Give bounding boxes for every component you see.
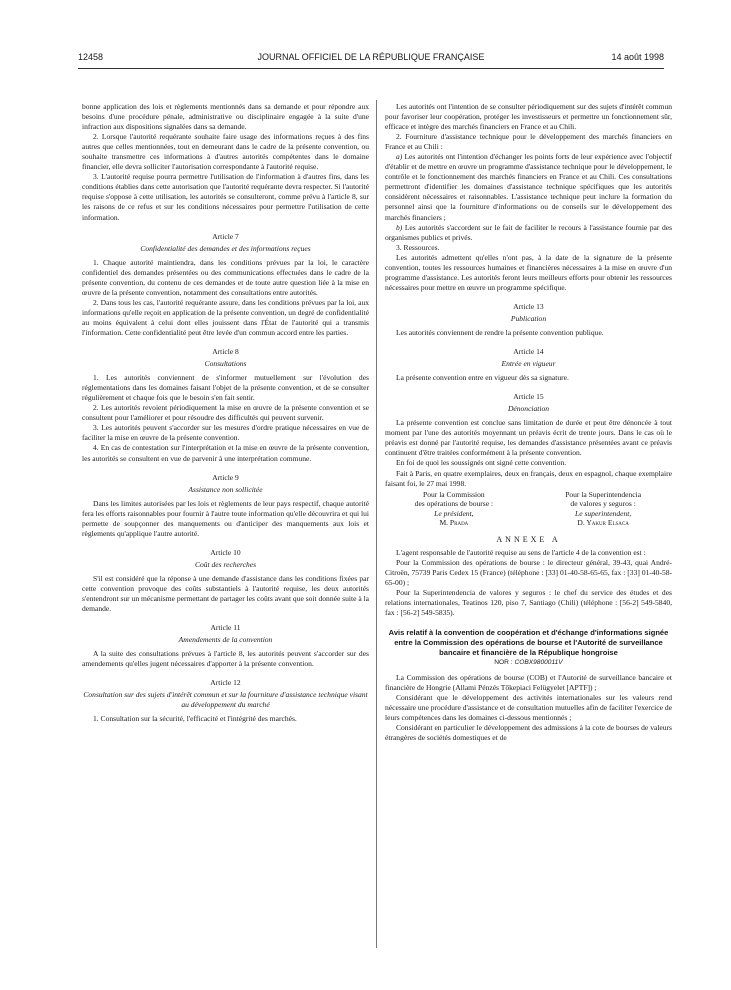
article-15-title: Article 15	[513, 392, 544, 402]
article-9-subtitle: Assistance non sollicitée	[188, 484, 263, 494]
paragraph: Dans les limites autorisées par les lois et règlements de leur pays respectif, chaque autorité fera les efforts raisonnables pour fournir à l'autre toute information qu'elle découvrira et qui lui permette de soupçonner des manquements ou d'anticiper des manquements aux lois et règlements qu'applique l'autre autorité.	[82, 498, 369, 538]
signatory-name: M. Prada	[439, 518, 469, 528]
paragraph-text: Les autorités ont l'intention d'échanger les points forts de leur expérience avec l'objectif d'établir et de mettre en œuvre un programme d'assistance technique pour le développement, le contrôle et le fonctionnement des marchés financiers en France et au Chili. Ces consultations permettront d'identifier les domaines d'assistance technique spécifiques que les autorités considèrent nécessaires et raisonnables. L'assistance technique peut inclure la formation du personnel ainsi que la fourniture d'informations ou de conseils sur le développement des marchés financiers ;	[385, 152, 672, 222]
article-12-subtitle: Consultation sur des sujets d'intérêt commun et sur la fourniture d'assistance technique visant au développement du marché	[83, 690, 368, 710]
paragraph: Considérant que le développement des activités internationales sur les valeurs rend nécessaire une procédure d'assistance et de consultation mutuelles afin de faciliter l'exercice de leurs compétences dans les domaines ci-dessous mentionnés ;	[385, 693, 672, 723]
article-14-title: Article 14	[513, 347, 544, 357]
article-13-title: Article 13	[513, 301, 544, 311]
paragraph: 2. Fourniture d'assistance technique pour le développement des marchés financiers en France et au Chili :	[385, 132, 672, 152]
article-9-title: Article 9	[212, 472, 239, 482]
paragraph: L'agent responsable de l'autorité requise au sens de l'article 4 de la convention est :	[396, 548, 646, 558]
article-8-title: Article 8	[212, 347, 239, 357]
paragraph: S'il est considéré que la réponse à une demande d'assistance dans les conditions fixées par cette convention provoque des coûts substantiels à l'autorité requise, les deux autorités s'entendront sur un mécanisme permettant de partager les coûts avant que soit donnée suite à la demande.	[82, 573, 369, 614]
paragraph: Considérant en particulier le développement des admissions à la cote de bourses de valeurs étrangères de sociétés domestiques et de	[385, 723, 672, 743]
article-10-subtitle: Coût des recherches	[194, 559, 257, 569]
article-11-subtitle: Amendements de la convention	[178, 635, 273, 645]
left-column	[82, 102, 369, 724]
paragraph: Les autorités admettent qu'elles n'ont pas, à la date de la signature de la présente convention, toutes les ressources humaines et financières nécessaires à la mise en œuvre d'un programme d'assistance. Les autorités feront leurs meilleurs efforts pour obtenir les ressources nécessaires pour mettre en œuvre un programme spécifique.	[385, 252, 672, 292]
paragraph: 2. Lorsque l'autorité requérante souhaite faire usage des informations reçues à des fins autres que celles mentionnées, tout en demeurant dans le cadre de la présente convention, ou souhaite transmettre ces informations à d'autres autorités compétentes dans le domaine financier, elle devra solliciter l'autorisation correspondante à l'autorité requise.	[82, 132, 369, 172]
signature-right	[534, 490, 672, 528]
right-column	[385, 102, 672, 744]
paragraph: Pour la Superintendencia de valores y seguros : le chef du service des études et des relations internationales, Teatinos 120, piso 7, Santiago (Chili) (téléphone : [56-2] 549-5840, fax : [56-2] 549-5835).	[385, 588, 672, 618]
signatory-role: Le président,	[434, 508, 474, 518]
paragraph: Les autorités ont l'intention de se consulter périodiquement sur des sujets d'intérêt commun pour favoriser leur coopération, protéger les investisseurs et permettre un fonctionnement sûr, efficace et intègre des marchés financiers en France et au Chili.	[385, 102, 672, 132]
nor-code: COBX9800011V	[514, 659, 563, 667]
paragraph: Pour la Commission des opérations de bourse : le directeur général, 39-43, quai André-Citroën, 75739 Paris Cedex 15 (France) (téléphone : [33] 01-40-58-65-65, fax : [33] 01-40-58-65-00) ;	[385, 558, 672, 588]
paragraph: 1. Chaque autorité maintiendra, dans les conditions prévues par la loi, le caractère confidentiel des demandes présentées ou des communications effectuées dans le cadre de la présente convention, du contenu de ces demandes et de toute autre question liée à la mise en œuvre de la présente convention, notamment des consultations entre autorités.	[82, 257, 369, 297]
paragraph: La présente convention entre en vigueur dès sa signature.	[396, 373, 569, 383]
signatory-role: Le superintendent,	[575, 508, 632, 518]
paragraph: En foi de quoi les soussignés ont signé cette convention.	[396, 458, 567, 468]
paragraph: 1. Les autorités conviennent de s'informer mutuellement sur l'évolution des réglementations dans les domaines faisant l'objet de la présente convention, et de se consulter régulièrement et chaque fois que le besoin s'en fait sentir.	[82, 373, 369, 403]
article-13-subtitle: Publication	[510, 313, 547, 323]
article-12-title: Article 12	[210, 678, 241, 688]
paragraph: 3. L'autorité requise pourra permettre l'utilisation de l'information à d'autres fins, dans les conditions établies dans cette autorisation que l'autorité requérante devra respecter. Si l'autorité requise s'oppose à cette utilisation, les autorités se consulteront, comme prévu à l'article 8, sur les raisons de ce refus et sur les conditions nécessaires pour permettre l'utilisation de cette information.	[82, 172, 369, 222]
article-15-subtitle: Dénonciation	[507, 404, 550, 414]
paragraph	[385, 223, 672, 243]
paragraph	[385, 152, 672, 222]
paragraph: bonne application des lois et règlements mentionnés dans sa demande et pour répondre aux besoins d'une procédure pénale, administrative ou disciplinaire engagée à la suite d'une infraction aux dispositions signalées dans sa demande.	[82, 102, 369, 132]
paragraph: A la suite des consultations prévues à l'article 8, les autorités peuvent s'accorder sur des amendements qu'elles jugent nécessaires d'apporter à la présente convention.	[82, 649, 369, 669]
column-divider	[376, 100, 377, 948]
paragraph: 3. Les autorités peuvent s'accorder sur les mesures d'ordre pratique nécessaires en vue de faciliter la mise en œuvre de la présente convention.	[82, 423, 369, 443]
page-number: 12458	[78, 52, 104, 62]
article-14-subtitle: Entrée en vigueur	[501, 359, 556, 369]
article-11-title: Article 11	[210, 623, 241, 633]
article-7-subtitle: Confidentialité des demandes et des informations reçues	[140, 243, 311, 253]
header-rule	[78, 68, 664, 69]
paragraph: Les autorités conviennent de rendre la présente convention publique.	[396, 327, 604, 337]
paragraph: 2. Dans tous les cas, l'autorité requérante assure, dans les conditions prévues par la loi, aux informations qu'elle reçoit en application de la présente convention, un degré de confidentialité au moins équivalent à celui dont elles jouissent dans l'État de l'autorité qui a transmis l'information. Cette confidentialité peut être levée d'un commun accord entre les parties.	[82, 297, 369, 337]
article-8-subtitle: Consultations	[204, 359, 247, 369]
paragraph: La Commission des opérations de bourse (COB) et l'Autorité de surveillance bancaire et financière de Hongrie (Allami Pénzés Tőkepiaci Felügyelet [APTF]) ;	[385, 673, 672, 693]
signatory-org: des opérations de bourse :	[414, 499, 494, 509]
paragraph: 1. Consultation sur la sécurité, l'efficacité et l'intégrité des marchés.	[93, 714, 297, 724]
item-marker: a)	[396, 152, 403, 162]
signatory-name: D. Yakur Elsaca	[577, 518, 629, 528]
signature-block	[385, 490, 672, 528]
signatory-org: Pour la Superintendencia	[565, 489, 642, 499]
paragraph: 3. Ressources.	[396, 242, 440, 252]
paragraph: 4. En cas de contestation sur l'interprétation et la mise en œuvre de la présente convention, les autorités se consultent en vue de parvenir à une interprétation commune.	[82, 443, 369, 463]
signatory-org: de valores y seguros :	[570, 499, 636, 509]
article-7-title: Article 7	[212, 231, 239, 241]
nor-reference	[385, 658, 672, 668]
signatory-org: Pour la Commission	[423, 489, 485, 499]
paragraph: La présente convention est conclue sans limitation de durée et peut être dénoncée à tout moment par l'une des autorités moyennant un préavis écrit de trente jours. Dans le cas où le préavis est donné par l'autorité requise, les demandes d'assistance présentées avant ce préavis continuent d'être traitées conformément à la présente convention.	[385, 418, 672, 458]
issue-date: 14 août 1998	[611, 52, 664, 62]
paragraph-text: Les autorités s'accordent sur le fait de faciliter le recours à l'assistance fournie par des organismes publics et privés.	[385, 222, 672, 242]
item-marker: b)	[396, 222, 403, 232]
notice-title: Avis relatif à la convention de coopération et d'échange d'informations signée entre la Commission des opérations de bourse et l'Autorité de surveillance bancaire et financière de la République hongroise	[388, 628, 669, 657]
page-header	[78, 52, 664, 66]
nor-label: NOR :	[494, 659, 515, 667]
paragraph: Fait à Paris, en quatre exemplaires, deux en français, deux en espagnol, chaque exemplaire faisant foi, le 27 mai 1998.	[385, 468, 672, 488]
journal-title: JOURNAL OFFICIEL DE LA RÉPUBLIQUE FRANÇAISE	[257, 52, 485, 62]
signature-left	[385, 490, 523, 528]
article-10-title: Article 10	[210, 547, 241, 557]
paragraph: 2. Les autorités revoient périodiquement la mise en œuvre de la présente convention et se consultent pour l'améliorer et pour résoudre des difficultés qui peuvent survenir.	[82, 403, 369, 423]
annexe-title: ANNEXE A	[496, 534, 561, 544]
